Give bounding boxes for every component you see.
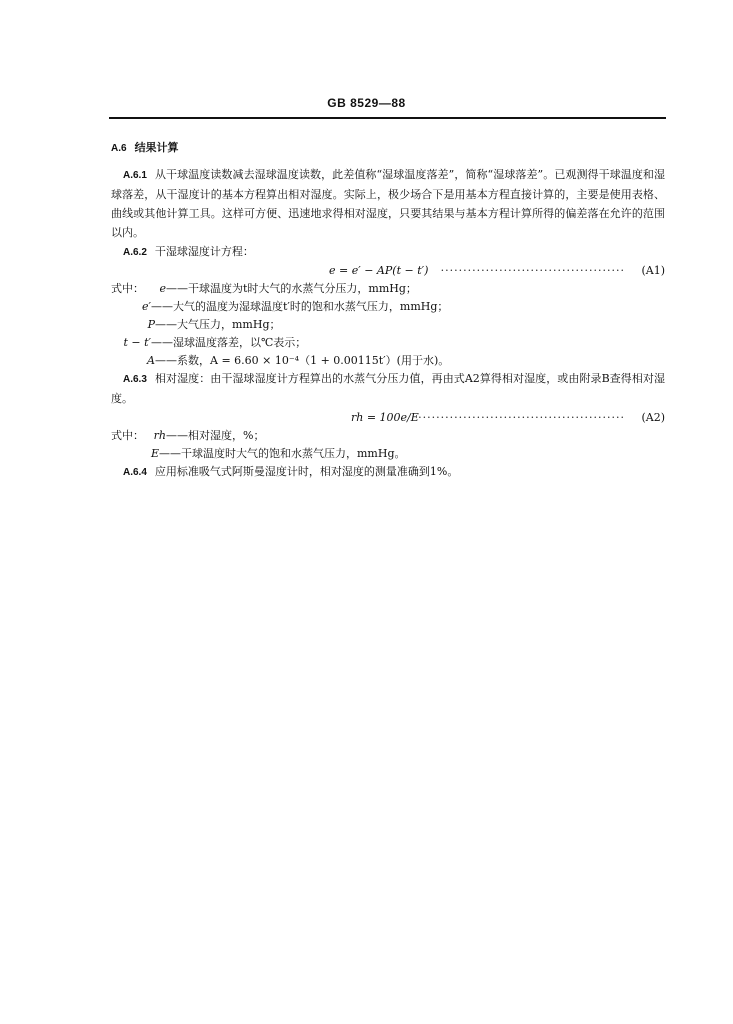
definition-text: 大气压力，mmHg； xyxy=(177,318,281,331)
where-label: 式中： xyxy=(111,282,144,295)
definition-dash: —— xyxy=(151,300,173,313)
definition-text: 干球温度为t时大气的水蒸气分压力，mmHg； xyxy=(188,282,417,295)
definition-row xyxy=(111,279,665,297)
definition-symbol: e xyxy=(159,282,166,295)
header-rule xyxy=(109,117,666,119)
section-number: A.6 xyxy=(111,143,127,154)
definition-text: 系数，A = 6.60 × 10⁻⁴（1 + 0.00115t′）(用于水)。 xyxy=(177,354,450,367)
definition-dash: —— xyxy=(166,429,188,442)
definition-symbol: E xyxy=(150,447,159,460)
definition-row xyxy=(111,444,665,462)
equation-a1 xyxy=(111,261,665,279)
equation-a2-expression: rh = 100e/E xyxy=(351,411,419,424)
definition-dash: —— xyxy=(166,282,188,295)
definition-row xyxy=(111,297,665,315)
definition-row xyxy=(111,333,665,351)
clause-text-a64: 应用标准吸气式阿斯曼湿度计时，相对湿度的测量准确到1%。 xyxy=(154,465,459,478)
clause-a64 xyxy=(111,462,665,481)
equation-a1-number: (A1) xyxy=(641,264,665,277)
clause-number-a61: A.6.1 xyxy=(123,170,147,181)
document-body xyxy=(111,138,665,481)
definition-text: 相对湿度，%； xyxy=(188,429,265,442)
where-label: 式中： xyxy=(111,429,144,442)
definition-dash: —— xyxy=(155,318,177,331)
equation-a2 xyxy=(111,408,665,426)
equation-a2-leader: ·············································· xyxy=(418,411,625,424)
paragraph-a63 xyxy=(111,369,665,408)
definition-text: 干球温度时大气的饱和水蒸气压力，mmHg。 xyxy=(181,447,406,460)
standard-code: GB 8529—88 xyxy=(327,96,406,110)
definition-symbol: A xyxy=(147,354,155,367)
spacer xyxy=(111,157,665,165)
definition-text: 湿球温度落差，以℃表示； xyxy=(173,336,307,349)
equation-a1-expression: e = e′ − AP(t − t′) xyxy=(329,264,429,277)
definition-text: 大气的温度为湿球温度t′时的饱和水蒸气压力，mmHg； xyxy=(173,300,449,313)
clause-a62 xyxy=(111,242,665,261)
definition-row xyxy=(111,315,665,333)
clause-text-a63: 相对湿度：由干湿球湿度计方程算出的水蒸气分压力值，再由式A2算得相对湿度，或由附录B查得相对湿度。 xyxy=(111,372,665,405)
section-title: 结果计算 xyxy=(134,141,179,154)
definition-symbol: t − t′ xyxy=(123,336,151,349)
equation-a2-number: (A2) xyxy=(641,411,665,424)
definition-row xyxy=(111,351,665,369)
section-heading xyxy=(111,138,665,157)
paragraph-a61 xyxy=(111,165,665,242)
clause-text-a61: 从干球温度读数减去湿球温度读数，此差值称“湿球温度落差”，简称“湿球落差”。已观测得干球温度和湿球落差，从干湿度计的基本方程算出相对湿度。实际上，极少场合下是用基本方程直接计算的，主要是使用表格、曲线或其他计算工具。这样可方便、迅速地求得相对湿度，只要其结果与基本方程计算所得的偏差落在允许的范围以内。 xyxy=(111,168,665,239)
definition-dash: —— xyxy=(155,354,177,367)
definition-row xyxy=(111,426,665,444)
clause-number-a63: A.6.3 xyxy=(123,374,147,385)
clause-text-a62: 干湿球湿度计方程： xyxy=(154,245,254,258)
definition-symbol: rh xyxy=(153,429,166,442)
clause-number-a62: A.6.2 xyxy=(123,247,147,258)
clause-number-a64: A.6.4 xyxy=(123,467,147,478)
equation-a1-leader: ········································· xyxy=(440,264,625,277)
definition-symbol: P xyxy=(147,318,155,331)
definition-dash: —— xyxy=(151,336,173,349)
definition-dash: —— xyxy=(159,447,181,460)
definition-symbol: e′ xyxy=(141,300,151,313)
